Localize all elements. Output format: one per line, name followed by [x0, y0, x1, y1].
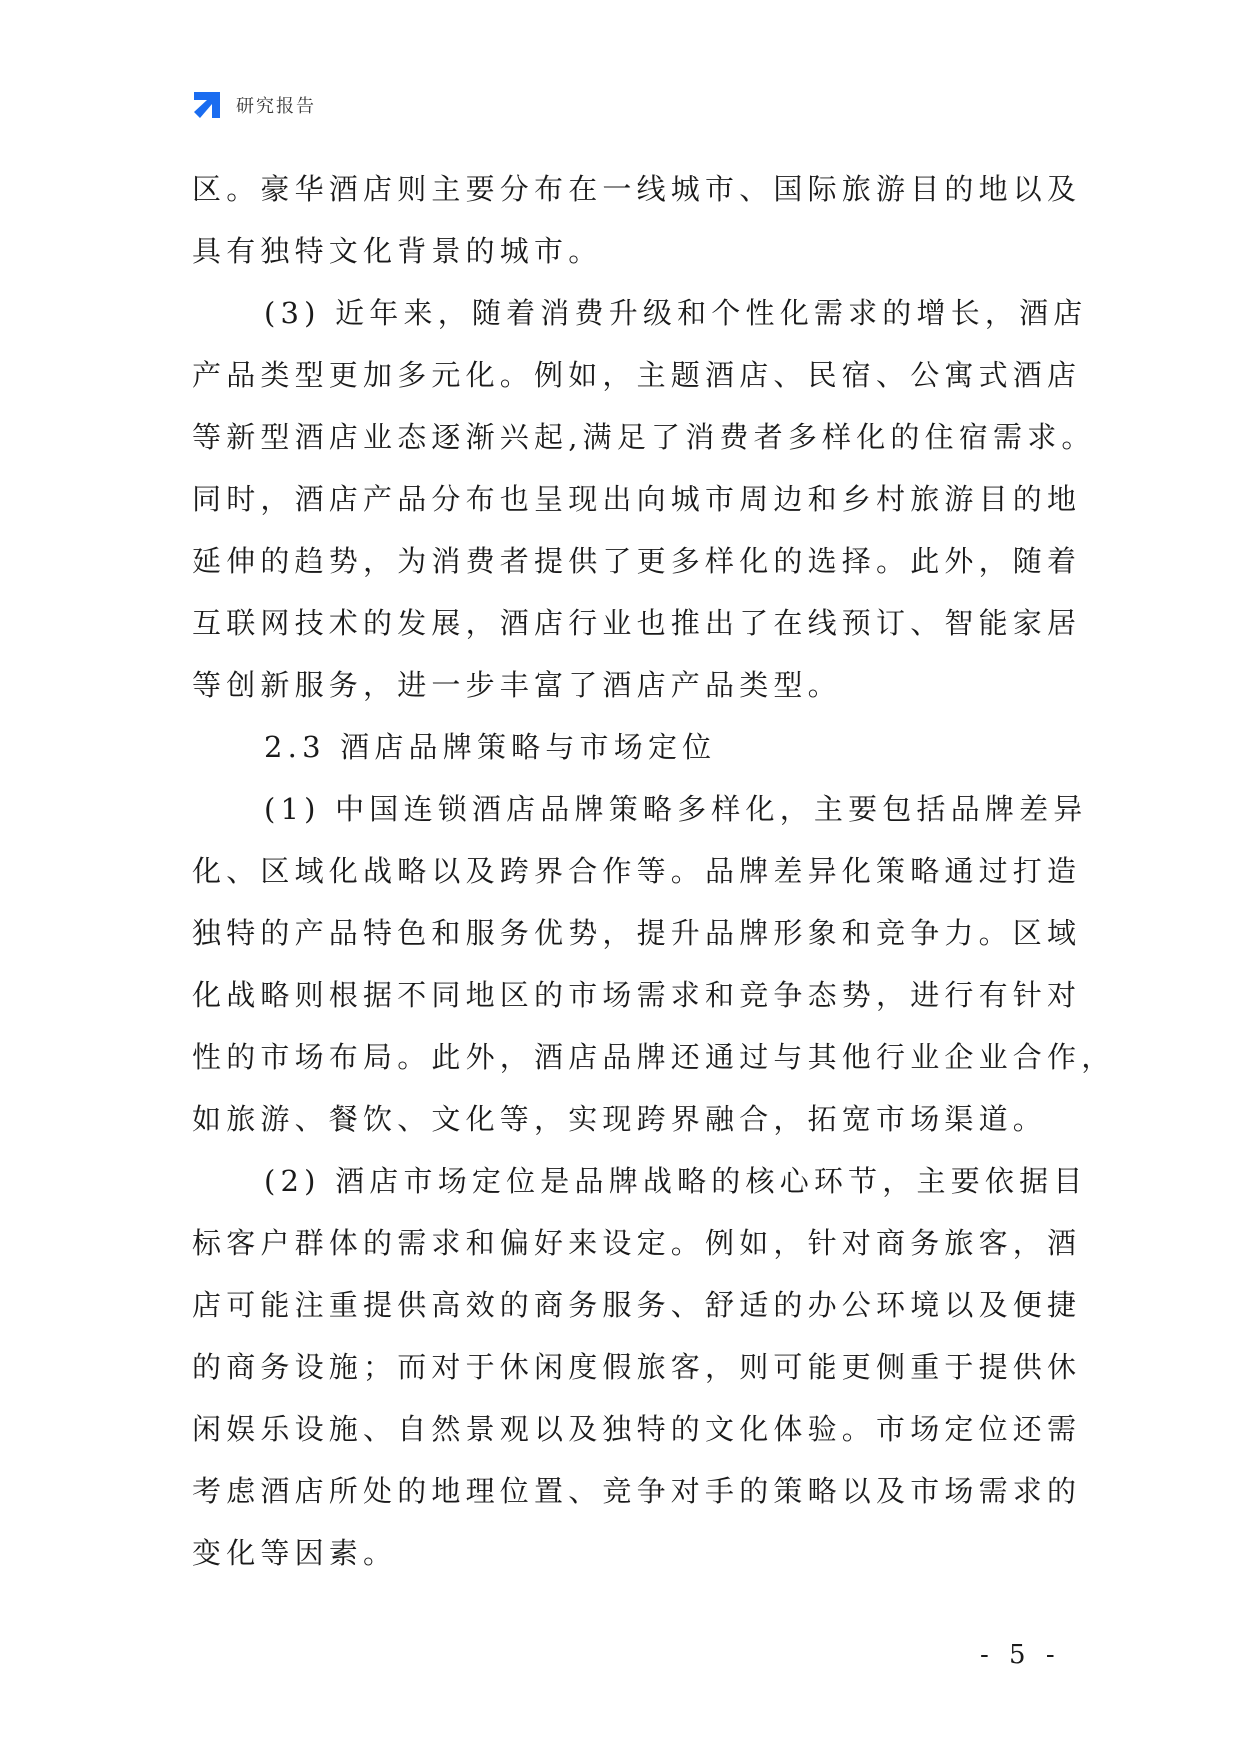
text-line: 独特的产品特色和服务优势，提升品牌形象和竞争力。区域 — [192, 916, 1082, 950]
page-header — [190, 88, 316, 122]
section-heading: 2.3 酒店品牌策略与市场定位 — [264, 730, 717, 764]
text-line: 延伸的趋势，为消费者提供了更多样化的选择。此外，随着 — [192, 544, 1082, 578]
text-line: 区。豪华酒店则主要分布在一线城市、国际旅游目的地以及 — [192, 172, 1082, 206]
paragraph-start: (3) 近年来，随着消费升级和个性化需求的增长，酒店 — [264, 296, 1088, 330]
text-line: 化战略则根据不同地区的市场需求和竞争态势，进行有针对 — [192, 978, 1082, 1012]
text-line: 产品类型更加多元化。例如，主题酒店、民宿、公寓式酒店 — [192, 358, 1082, 392]
paragraph-start: (1) 中国连锁酒店品牌策略多样化，主要包括品牌差异 — [264, 792, 1088, 826]
text-line: 如旅游、餐饮、文化等，实现跨界融合，拓宽市场渠道。 — [192, 1102, 1048, 1136]
text-line: 化、区域化战略以及跨界合作等。品牌差异化策略通过打造 — [192, 854, 1082, 888]
text-line: 等新型酒店业态逐渐兴起,满足了消费者多样化的住宿需求。 — [192, 420, 1096, 454]
text-line: 店可能注重提供高效的商务服务、舒适的办公环境以及便捷 — [192, 1288, 1082, 1322]
text-line: 等创新服务，进一步丰富了酒店产品类型。 — [192, 668, 842, 702]
text-line: 具有独特文化背景的城市。 — [192, 234, 603, 268]
document-body — [192, 158, 1116, 1584]
text-line: 标客户群体的需求和偏好来设定。例如，针对商务旅客，酒 — [192, 1226, 1082, 1260]
text-line: 闲娱乐设施、自然景观以及独特的文化体验。市场定位还需 — [192, 1412, 1082, 1446]
paragraph-start: (2) 酒店市场定位是品牌战略的核心环节，主要依据目 — [264, 1164, 1088, 1198]
page-number: - 5 - — [980, 1640, 1061, 1670]
text-line: 互联网技术的发展，酒店行业也推出了在线预订、智能家居 — [192, 606, 1082, 640]
text-line: 的商务设施；而对于休闲度假旅客，则可能更侧重于提供休 — [192, 1350, 1082, 1384]
arrow-up-right-logo-icon — [190, 88, 224, 122]
header-title: 研究报告 — [236, 96, 316, 117]
text-line: 同时，酒店产品分布也呈现出向城市周边和乡村旅游目的地 — [192, 482, 1082, 516]
text-line: 考虑酒店所处的地理位置、竞争对手的策略以及市场需求的 — [192, 1474, 1082, 1508]
text-line: 性的市场布局。此外，酒店品牌还通过与其他行业企业合作， — [192, 1040, 1116, 1074]
text-line: 变化等因素。 — [192, 1536, 398, 1570]
